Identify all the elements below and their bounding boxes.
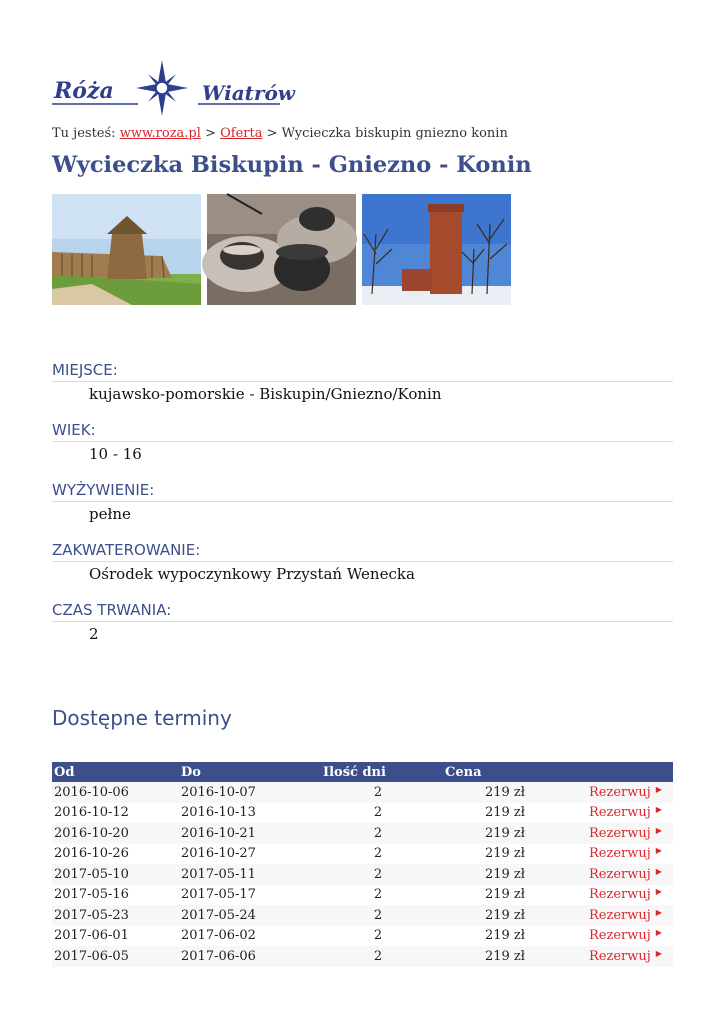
reserve-link[interactable]: Rezerwuj: [589, 948, 651, 964]
table-row: [52, 905, 673, 926]
cell-od: 2016-10-06: [52, 782, 179, 803]
logo-word-roza: Róża: [54, 78, 114, 104]
arrow-right-icon: ▶: [655, 907, 662, 917]
cell-action: [533, 946, 673, 967]
reserve-link[interactable]: Rezerwuj: [589, 928, 651, 944]
cell-do: 2016-10-13: [179, 803, 321, 824]
cell-od: 2016-10-12: [52, 803, 179, 824]
table-row: [52, 844, 673, 865]
cell-action: [533, 803, 673, 824]
reserve-link[interactable]: Rezerwuj: [589, 846, 651, 862]
page-title: Wycieczka Biskupin - Gniezno - Konin: [52, 152, 532, 178]
cell-days: 2: [321, 844, 433, 865]
info-value: pełne: [89, 505, 131, 523]
cell-do: 2016-10-07: [179, 782, 321, 803]
cell-od: 2017-05-10: [52, 864, 179, 885]
cell-price: 219 zł: [433, 885, 533, 906]
cell-days: 2: [321, 803, 433, 824]
info-label: CZAS TRWANIA:: [52, 600, 673, 622]
table-row: [52, 946, 673, 967]
cell-days: 2: [321, 864, 433, 885]
cell-action: [533, 864, 673, 885]
breadcrumb-prefix: Tu jesteś:: [52, 126, 116, 141]
info-label: ZAKWATEROWANIE:: [52, 540, 673, 562]
reserve-link[interactable]: Rezerwuj: [589, 887, 651, 903]
table-row: [52, 926, 673, 947]
cell-do: 2016-10-21: [179, 823, 321, 844]
cell-do: 2017-06-06: [179, 946, 321, 967]
cell-action: [533, 844, 673, 865]
arrow-right-icon: ▶: [655, 784, 662, 794]
cell-do: 2017-05-17: [179, 885, 321, 906]
cell-price: 219 zł: [433, 823, 533, 844]
photo-mysia-wieza[interactable]: [362, 194, 511, 305]
info-age: [52, 420, 673, 480]
info-duration: [52, 600, 673, 660]
logo-word-wiatrow: Wiatrów: [202, 81, 295, 105]
cell-days: 2: [321, 905, 433, 926]
arrow-right-icon: ▶: [655, 805, 662, 815]
column-header-do: Do: [179, 762, 321, 782]
cell-price: 219 zł: [433, 844, 533, 865]
arrow-right-icon: ▶: [655, 887, 662, 897]
photo-cauldrons[interactable]: [207, 194, 356, 305]
cell-price: 219 zł: [433, 803, 533, 824]
cell-do: 2017-05-24: [179, 905, 321, 926]
cell-do: 2017-05-11: [179, 864, 321, 885]
column-header-action: [533, 762, 673, 782]
compass-rose-icon: [136, 60, 188, 116]
column-header-days: Ilość dni: [321, 762, 433, 782]
table-row: [52, 823, 673, 844]
cell-action: [533, 823, 673, 844]
cell-od: 2016-10-26: [52, 844, 179, 865]
reserve-link[interactable]: Rezerwuj: [589, 825, 651, 841]
cell-od: 2016-10-20: [52, 823, 179, 844]
trip-info: [52, 360, 673, 660]
photo-gallery: [52, 194, 511, 305]
cell-do: 2017-06-02: [179, 926, 321, 947]
table-row: [52, 885, 673, 906]
cell-action: [533, 905, 673, 926]
terms-heading: Dostępne terminy: [52, 706, 232, 730]
info-value: 10 - 16: [89, 445, 142, 463]
reserve-link[interactable]: Rezerwuj: [589, 866, 651, 882]
cell-days: 2: [321, 823, 433, 844]
cell-days: 2: [321, 946, 433, 967]
cell-do: 2016-10-27: [179, 844, 321, 865]
terms-header-row: [52, 762, 673, 782]
info-location: [52, 360, 673, 420]
reserve-link[interactable]: Rezerwuj: [589, 784, 651, 800]
breadcrumb-home-link[interactable]: www.roza.pl: [119, 126, 201, 141]
arrow-right-icon: ▶: [655, 948, 662, 958]
cell-days: 2: [321, 885, 433, 906]
breadcrumb: [52, 126, 508, 141]
column-header-od: Od: [52, 762, 179, 782]
breadcrumb-current: Wycieczka biskupin gniezno konin: [281, 126, 508, 141]
info-accommodation: [52, 540, 673, 600]
breadcrumb-separator: >: [205, 126, 216, 141]
arrow-right-icon: ▶: [655, 866, 662, 876]
site-logo[interactable]: [52, 58, 295, 114]
breadcrumb-separator: >: [266, 126, 278, 141]
column-header-price: Cena: [433, 762, 533, 782]
cell-od: 2017-05-23: [52, 905, 179, 926]
cell-od: 2017-06-05: [52, 946, 179, 967]
cell-price: 219 zł: [433, 905, 533, 926]
cell-price: 219 zł: [433, 926, 533, 947]
cell-price: 219 zł: [433, 864, 533, 885]
info-meals: [52, 480, 673, 540]
arrow-right-icon: ▶: [655, 846, 662, 856]
arrow-right-icon: ▶: [655, 928, 662, 938]
cell-price: 219 zł: [433, 946, 533, 967]
info-label: MIEJSCE:: [52, 360, 673, 382]
terms-table: [52, 762, 673, 967]
info-value: 2: [89, 625, 99, 643]
cell-od: 2017-05-16: [52, 885, 179, 906]
cell-action: [533, 885, 673, 906]
reserve-link[interactable]: Rezerwuj: [589, 907, 651, 923]
table-row: [52, 864, 673, 885]
cell-od: 2017-06-01: [52, 926, 179, 947]
cell-price: 219 zł: [433, 782, 533, 803]
cell-days: 2: [321, 926, 433, 947]
info-value: Ośrodek wypoczynkowy Przystań Wenecka: [89, 565, 415, 583]
arrow-right-icon: ▶: [655, 825, 662, 835]
cell-action: [533, 782, 673, 803]
cell-action: [533, 926, 673, 947]
cell-days: 2: [321, 782, 433, 803]
info-label: WYŻYWIENIE:: [52, 480, 673, 502]
table-row: [52, 803, 673, 824]
info-value: kujawsko-pomorskie - Biskupin/Gniezno/Konin: [89, 385, 442, 403]
photo-biskupin-fort[interactable]: [52, 194, 201, 305]
table-row: [52, 782, 673, 803]
breadcrumb-section-link[interactable]: Oferta: [220, 126, 263, 141]
info-label: WIEK:: [52, 420, 673, 442]
reserve-link[interactable]: Rezerwuj: [589, 805, 651, 821]
